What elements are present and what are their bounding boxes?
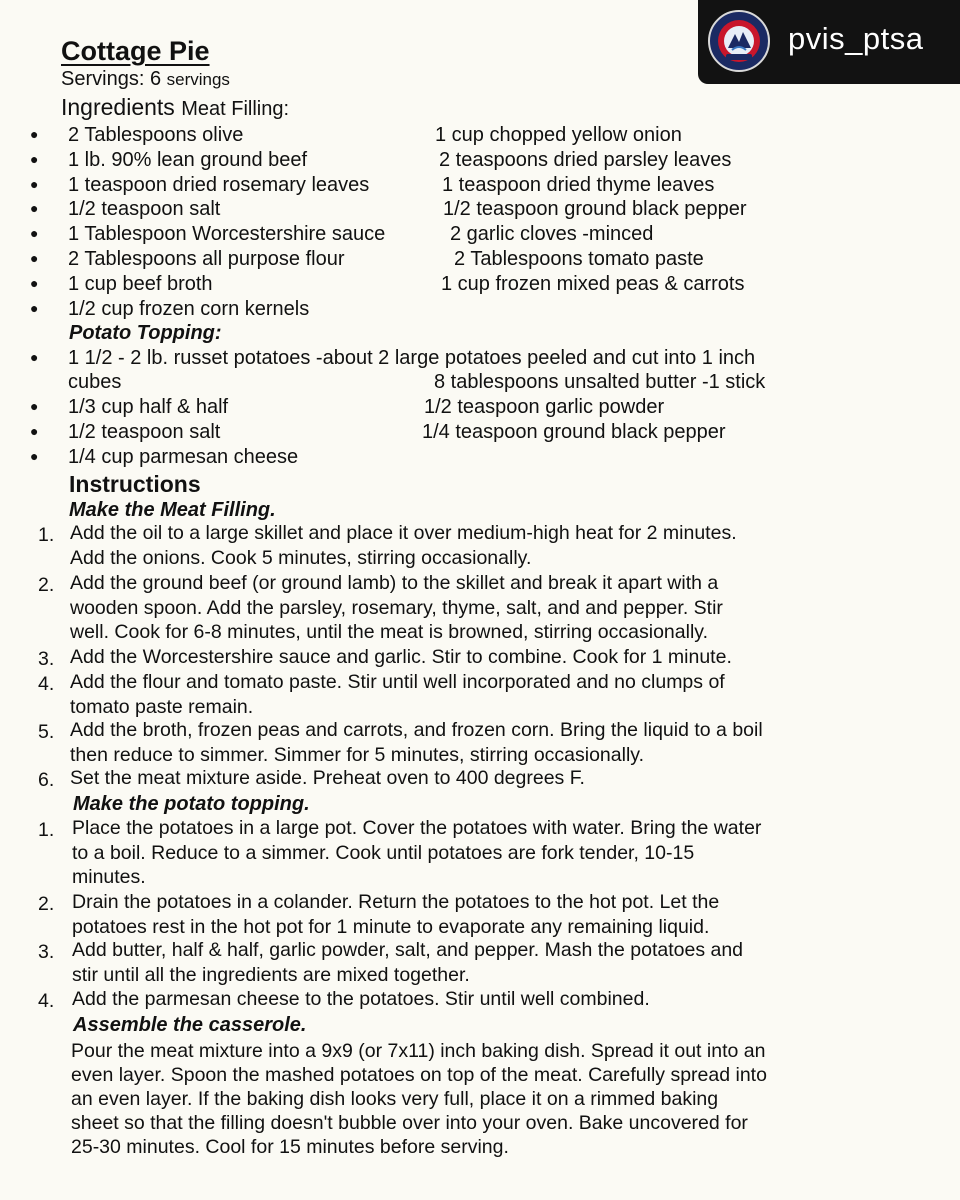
ingredient-right: 1/2 teaspoon ground black pepper <box>443 198 747 220</box>
bullet-icon: ● <box>30 151 39 167</box>
ingredient-left: 1 lb. 90% lean ground beef <box>68 149 308 171</box>
paragraph-line: an even layer. If the baking dish looks very full, place it on a rimmed baking <box>71 1088 719 1110</box>
account-handle: pvis_ptsa <box>788 21 924 56</box>
instructions-heading: Instructions <box>69 471 201 497</box>
step-line: Set the meat mixture aside. Preheat oven to 400 degrees F. <box>70 767 585 789</box>
ingredient-left: 1/2 teaspoon salt <box>68 421 221 443</box>
ingredients-label: Ingredients <box>61 94 175 120</box>
servings-unit: servings <box>166 70 230 89</box>
ingredient-right: 2 teaspoons dried parsley leaves <box>439 149 732 171</box>
ingredient-right: 1/2 teaspoon garlic powder <box>424 396 665 418</box>
step-line: to a boil. Reduce to a simmer. Cook until potatoes are fork tender, 10-15 <box>72 841 695 864</box>
step-line: Add the flour and tomato paste. Stir until well incorporated and no clumps of <box>70 671 725 693</box>
step-line: minutes. <box>72 866 146 888</box>
bullet-icon: ● <box>30 200 39 216</box>
step-line: Add the ground beef (or ground lamb) to the skillet and break it apart with a <box>70 572 719 594</box>
ingredient-row <box>0 273 960 299</box>
step-number: 4. <box>38 990 55 1012</box>
ingredient-left: 1/3 cup half & half <box>68 396 229 418</box>
paragraph-line: sheet so that the filling doesn't bubble over into your oven. Bake uncovered for <box>71 1112 748 1134</box>
bullet-icon: ● <box>30 250 39 266</box>
ingredient-row <box>0 446 960 472</box>
ingredient-left: 1 teaspoon dried rosemary leaves <box>68 174 370 196</box>
bullet-icon: ● <box>30 448 39 464</box>
bullet-icon: ● <box>30 176 39 192</box>
step-number: 3. <box>38 941 55 963</box>
step-line: Add the oil to a large skillet and place it over medium-high heat for 2 minutes. <box>70 522 737 544</box>
paragraph-line: 25-30 minutes. Cool for 15 minutes before serving. <box>71 1136 509 1158</box>
bullet-icon: ● <box>30 423 39 439</box>
ingredient-right: 1/4 teaspoon ground black pepper <box>422 421 726 443</box>
bullet-icon: ● <box>30 225 39 241</box>
step-line: Add the broth, frozen peas and carrots, and frozen corn. Bring the liquid to a boil <box>70 719 763 741</box>
step-line: Place the potatoes in a large pot. Cover the potatoes with water. Bring the water <box>72 817 762 839</box>
ingredient-row <box>0 223 960 249</box>
step-line: Add the parmesan cheese to the potatoes. Stir until well combined. <box>72 988 650 1010</box>
ingredient-row <box>0 347 960 373</box>
step-line: stir until all the ingredients are mixed together. <box>72 963 470 986</box>
ingredient-row <box>0 124 960 150</box>
step-line: wooden spoon. Add the parsley, rosemary, thyme, salt, and and pepper. Stir <box>70 596 723 619</box>
ingredient-left: 2 Tablespoons olive <box>68 124 244 146</box>
servings-value: 6 <box>149 68 162 90</box>
ingredient-left: 1 1/2 - 2 lb. russet potatoes -about 2 large potatoes peeled and cut into 1 inch <box>68 347 756 369</box>
step-number: 1. <box>38 819 55 841</box>
servings-line <box>61 68 230 91</box>
step-line: well. Cook for 6-8 minutes, until the meat is browned, stirring occasionally. <box>70 621 708 643</box>
ingredient-right: 8 tablespoons unsalted butter -1 stick <box>434 371 766 393</box>
step-number: 3. <box>38 648 55 670</box>
ingredient-row <box>0 149 960 175</box>
step-line: Add the Worcestershire sauce and garlic. Stir to combine. Cook for 1 minute. <box>70 646 732 668</box>
bullet-icon: ● <box>30 300 39 316</box>
step-number: 2. <box>38 574 55 596</box>
bullet-icon: ● <box>30 398 39 414</box>
meat-filling-label: Meat Filling: <box>181 98 290 120</box>
ingredient-left: 1 Tablespoon Worcestershire sauce <box>68 223 386 245</box>
ingredient-right: 2 Tablespoons tomato paste <box>454 248 704 270</box>
bullet-icon: ● <box>30 275 39 291</box>
potato-topping-subheading: Make the potato topping. <box>73 793 310 815</box>
paragraph-line: Pour the meat mixture into a 9x9 (or 7x11) inch baking dish. Spread it out into an <box>71 1040 766 1062</box>
ingredients-heading <box>61 94 289 121</box>
step-line: then reduce to simmer. Simmer for 5 minutes, stirring occasionally. <box>70 743 645 766</box>
step-line: Add the onions. Cook 5 minutes, stirring occasionally. <box>70 546 532 569</box>
ingredient-row <box>0 396 960 422</box>
ingredient-left: 1 cup beef broth <box>68 273 213 295</box>
step-number: 2. <box>38 893 55 915</box>
ingredient-left: cubes <box>68 371 122 393</box>
ingredient-right: 2 garlic cloves -minced <box>450 223 654 245</box>
assemble-subheading: Assemble the casserole. <box>73 1014 307 1036</box>
recipe-title: Cottage Pie <box>61 36 210 66</box>
meat-filling-subheading: Make the Meat Filling. <box>69 499 276 521</box>
bullet-icon: ● <box>30 349 39 365</box>
step-number: 4. <box>38 673 55 695</box>
ingredient-row <box>0 174 960 200</box>
ingredient-row <box>0 298 960 324</box>
pvis-sea-kings-logo-icon <box>708 10 770 72</box>
ingredient-row <box>0 421 960 447</box>
ingredient-left: 1/4 cup parmesan cheese <box>68 446 299 468</box>
servings-label: Servings: <box>61 68 145 90</box>
ingredient-row <box>0 371 960 397</box>
ingredient-right: 1 teaspoon dried thyme leaves <box>442 174 715 196</box>
ingredient-right: 1 cup frozen mixed peas & carrots <box>441 273 745 295</box>
step-number: 6. <box>38 769 55 791</box>
paragraph-line: even layer. Spoon the mashed potatoes on top of the meat. Carefully spread into <box>71 1064 767 1086</box>
ingredient-right: 1 cup chopped yellow onion <box>435 124 682 146</box>
ingredient-row <box>0 248 960 274</box>
step-line: potatoes rest in the hot pot for 1 minute to evaporate any remaining liquid. <box>72 915 710 938</box>
step-line: tomato paste remain. <box>70 695 254 718</box>
step-line: Add butter, half & half, garlic powder, salt, and pepper. Mash the potatoes and <box>72 939 744 961</box>
potato-topping-label: Potato Topping: <box>69 322 222 344</box>
ingredient-row <box>0 198 960 224</box>
ingredient-left: 1/2 cup frozen corn kernels <box>68 298 310 320</box>
ingredient-left: 1/2 teaspoon salt <box>68 198 221 220</box>
ingredient-left: 2 Tablespoons all purpose flour <box>68 248 345 270</box>
step-number: 5. <box>38 721 55 743</box>
bullet-icon: ● <box>30 126 39 142</box>
account-badge[interactable] <box>698 0 960 84</box>
assemble-paragraph <box>71 1039 767 1159</box>
step-line: Drain the potatoes in a colander. Return the potatoes to the hot pot. Let the <box>72 891 720 913</box>
step-number: 1. <box>38 524 55 546</box>
